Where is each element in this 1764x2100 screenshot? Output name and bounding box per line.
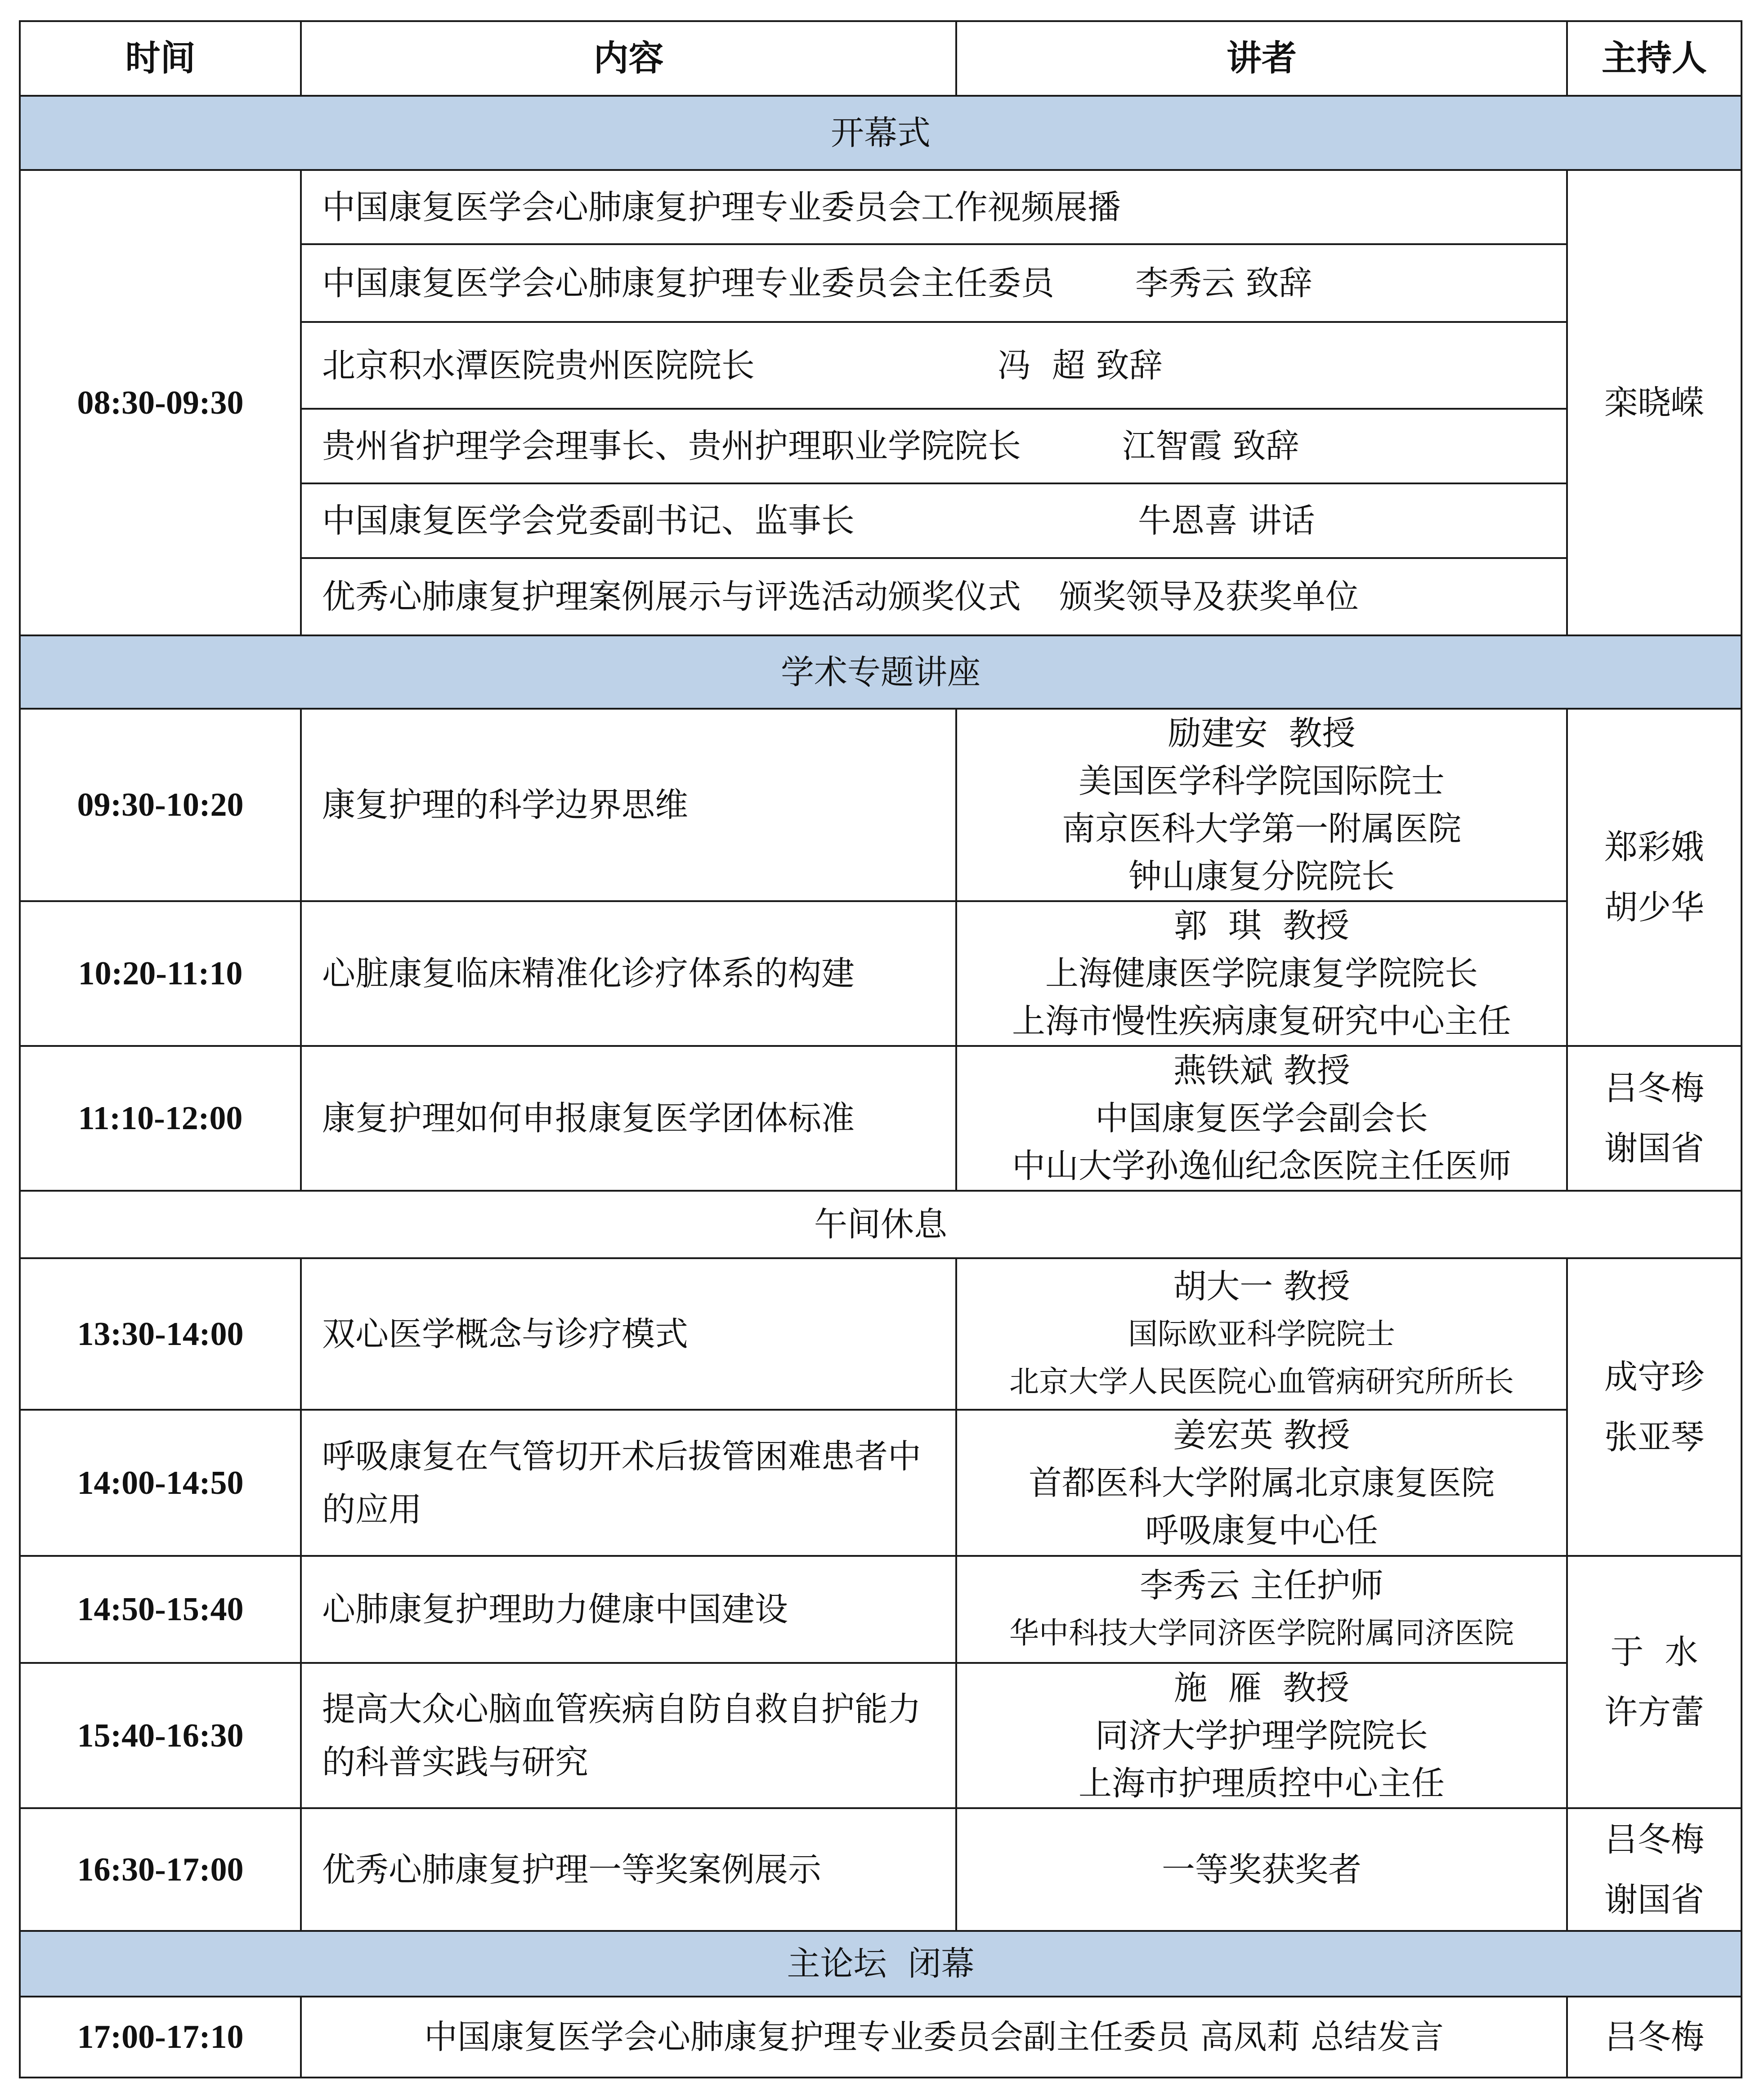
item-text: 北京积水潭医院贵州医院院长 — [322, 346, 755, 385]
talk-time: 14:50-15:40 — [20, 1556, 301, 1663]
closing-text: 中国康复医学会心肺康复护理专业委员会副主任委员 高凤莉 总结发言 — [301, 1997, 1567, 2078]
speaker-title: 首都医科大学附属北京康复医院 — [1029, 1463, 1495, 1502]
talk-time: 16:30-17:00 — [20, 1808, 301, 1931]
opening-item — [301, 483, 1567, 558]
host-name: 于 水 — [1610, 1632, 1698, 1671]
session-host — [1567, 1046, 1742, 1191]
speaker-title: 南京医科大学第一附属医院 — [1062, 809, 1461, 848]
host-name: 成守珍 — [1604, 1358, 1704, 1396]
talk-speaker — [956, 1258, 1567, 1410]
opening-row — [20, 170, 1742, 244]
item-speaker: 牛恩喜 讲话 — [1138, 501, 1315, 540]
talk-time: 11:10-12:00 — [20, 1046, 301, 1191]
opening-item — [301, 409, 1567, 483]
session-host — [1567, 1556, 1742, 1808]
host-name: 郑彩娥 — [1604, 828, 1704, 867]
speaker-title: 美国医学科学院国际院士 — [1079, 762, 1445, 800]
section-lunch — [20, 1191, 1742, 1258]
host-name: 吕冬梅 — [1604, 1069, 1704, 1108]
talk-topic: 优秀心肺康复护理一等奖案例展示 — [301, 1808, 956, 1931]
talk-topic: 心肺康复护理助力健康中国建设 — [301, 1556, 956, 1663]
speaker-title: 上海市护理质控中心主任 — [1079, 1764, 1445, 1803]
talk-topic: 康复护理如何申报康复医学团体标准 — [301, 1046, 956, 1191]
talk-row — [20, 1663, 1742, 1808]
talk-speaker — [956, 1808, 1567, 1931]
talk-time: 14:00-14:50 — [20, 1410, 301, 1556]
talk-topic: 双心医学概念与诊疗模式 — [301, 1258, 956, 1410]
section-title: 午间休息 — [20, 1191, 1742, 1258]
header-speaker: 讲者 — [956, 21, 1567, 96]
item-speaker: 颁奖领导及获奖单位 — [1059, 577, 1359, 616]
talk-speaker — [956, 1046, 1567, 1191]
talk-row — [20, 901, 1742, 1046]
section-closing — [20, 1931, 1742, 1997]
session-host — [1567, 1258, 1742, 1556]
host-name: 谢国省 — [1604, 1129, 1704, 1168]
talk-topic: 提高大众心脑血管疾病自防自救自护能力的科普实践与研究 — [301, 1663, 956, 1808]
speaker-title: 北京大学人民医院心血管病研究所所长 — [1009, 1364, 1514, 1399]
talk-time: 13:30-14:00 — [20, 1258, 301, 1410]
speaker-title: 钟山康复分院院长 — [1128, 857, 1395, 896]
host-name: 胡少华 — [1604, 888, 1704, 927]
talk-time: 15:40-16:30 — [20, 1663, 301, 1808]
talk-speaker — [956, 1410, 1567, 1556]
speaker-name: 励建安 教授 — [1168, 714, 1356, 753]
closing-host: 吕冬梅 — [1567, 1997, 1742, 2078]
opening-item — [301, 244, 1567, 322]
closing-time: 17:00-17:10 — [20, 1997, 301, 2078]
speaker-name: 姜宏英 教授 — [1173, 1416, 1350, 1455]
section-title: 主论坛 闭幕 — [20, 1931, 1742, 1997]
speaker-title: 上海健康医学院康复学院院长 — [1045, 954, 1478, 993]
item-text: 中国康复医学会党委副书记、监事长 — [322, 501, 855, 540]
agenda-table — [19, 20, 1742, 2078]
talk-speaker — [956, 901, 1567, 1046]
opening-item — [301, 558, 1567, 635]
speaker-name: 燕铁斌 教授 — [1173, 1051, 1350, 1090]
speaker-title: 中国康复医学会副会长 — [1095, 1099, 1428, 1138]
session-host — [1567, 1808, 1742, 1931]
speaker-title: 华中科技大学同济医学院附属同济医院 — [1009, 1616, 1514, 1650]
speaker-name: 胡大一 教授 — [1173, 1267, 1350, 1306]
speaker-title: 呼吸康复中心任 — [1145, 1511, 1378, 1550]
talk-row — [20, 1410, 1742, 1556]
speaker-title: 同济大学护理学院院长 — [1095, 1716, 1428, 1755]
talk-topic: 康复护理的科学边界思维 — [301, 709, 956, 901]
opening-item — [301, 322, 1567, 409]
section-opening — [20, 96, 1742, 170]
opening-host: 栾晓嵘 — [1567, 170, 1742, 635]
speaker-title: 上海市慢性疾病康复研究中心主任 — [1012, 1002, 1511, 1041]
closing-row — [20, 1997, 1742, 2078]
talk-row — [20, 1808, 1742, 1931]
header-time: 时间 — [20, 21, 301, 96]
item-text: 中国康复医学会心肺康复护理专业委员会工作视频展播 — [322, 188, 1121, 227]
header-row — [20, 21, 1742, 96]
talk-speaker — [956, 1663, 1567, 1808]
item-text: 优秀心肺康复护理案例展示与评选活动颁奖仪式 — [322, 577, 1021, 616]
talk-row — [20, 1046, 1742, 1191]
speaker-name: 郭 琪 教授 — [1173, 907, 1350, 945]
item-text: 贵州省护理学会理事长、贵州护理职业学院院长 — [322, 427, 1021, 465]
host-name: 谢国省 — [1604, 1880, 1704, 1919]
talk-speaker — [956, 1556, 1567, 1663]
host-name: 许方蕾 — [1604, 1693, 1704, 1732]
talk-speaker — [956, 709, 1567, 901]
speaker-title: 中山大学孙逸仙纪念医院主任医师 — [1012, 1147, 1511, 1185]
opening-time: 08:30-09:30 — [20, 170, 301, 635]
section-academic — [20, 635, 1742, 709]
host-name: 吕冬梅 — [1604, 1820, 1704, 1859]
item-speaker: 冯 超 致辞 — [998, 346, 1163, 385]
speaker-name: 施 雁 教授 — [1173, 1668, 1350, 1707]
section-title: 开幕式 — [20, 96, 1742, 170]
session-host — [1567, 709, 1742, 1046]
header-host: 主持人 — [1567, 21, 1742, 96]
section-title: 学术专题讲座 — [20, 635, 1742, 709]
talk-row — [20, 1556, 1742, 1663]
opening-item — [301, 170, 1567, 244]
talk-time: 10:20-11:10 — [20, 901, 301, 1046]
talk-row — [20, 1258, 1742, 1410]
talk-topic: 心脏康复临床精准化诊疗体系的构建 — [301, 901, 956, 1046]
talk-row — [20, 709, 1742, 901]
header-content: 内容 — [301, 21, 956, 96]
speaker-title: 国际欧亚科学院院士 — [1128, 1316, 1395, 1351]
speaker-name: 一等奖获奖者 — [1162, 1850, 1361, 1889]
talk-topic: 呼吸康复在气管切开术后拔管困难患者中的应用 — [301, 1410, 956, 1556]
item-speaker: 江智霞 致辞 — [1122, 427, 1299, 465]
host-name: 张亚琴 — [1604, 1418, 1704, 1457]
talk-time: 09:30-10:20 — [20, 709, 301, 901]
item-speaker: 李秀云 致辞 — [1135, 264, 1312, 303]
item-text: 中国康复医学会心肺康复护理专业委员会主任委员 — [322, 264, 1054, 303]
speaker-name: 李秀云 主任护师 — [1140, 1566, 1383, 1605]
